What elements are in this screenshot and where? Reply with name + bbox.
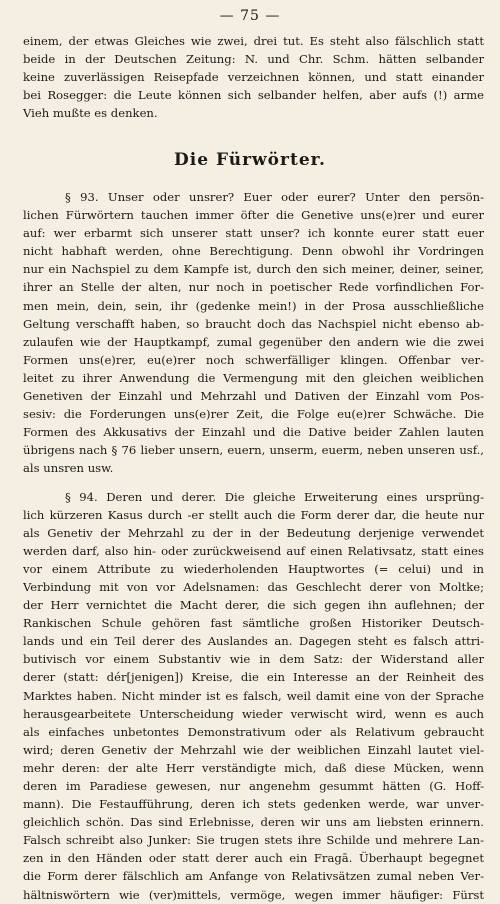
text-line: derer (statt: dér[jenigen]) Kreise, die ein Interesse an der Reinheit des bbox=[23, 670, 484, 685]
text-line: Geltung verschafft haben, so braucht doch das Nachspiel nicht ebenso ab- bbox=[23, 316, 484, 331]
text-line: der Herr vernichtet die Macht derer, die sich gegen ihn auflehnen; der bbox=[23, 598, 484, 613]
text-line: Falsch schreibt also Junker: Sie trugen stets ihre Schilde und mehrere Lan- bbox=[23, 833, 484, 848]
text-line: Formen uns(e)rer, eu(e)rer noch schwerfälliger klingen. Offenbar ver- bbox=[23, 352, 484, 367]
text-line: lich kürzeren Kasus durch -er stellt auch die Form derer dar, die heute nur bbox=[23, 507, 484, 522]
text-line: Genetiven der Einzahl und Mehrzahl und Dativen der Einzahl vom Pos- bbox=[23, 389, 484, 404]
text-line: sesiv: die Forderungen uns(e)rer Zeit, die Folge eu(e)rer Schwäche. Die bbox=[23, 407, 484, 422]
text-line: leitet zu ihrer Anwendung die Vermengung mit den gleichen weiblichen bbox=[23, 370, 484, 385]
text-line: ihrer an Stelle der alten, nur noch in poetischer Rede vorfindlichen For- bbox=[23, 280, 484, 295]
paragraph-94 bbox=[23, 488, 484, 904]
section-title: Die Fürwörter. bbox=[174, 150, 326, 170]
text-line: vor einem Attribute zu wiederholenden Hauptwortes (= celui) und in bbox=[23, 561, 484, 576]
text-line: wird; deren Genetiv der Mehrzahl wie der weiblichen Einzahl lautet viel- bbox=[23, 742, 484, 757]
text-line: als unsren usw. bbox=[23, 461, 114, 476]
text-line: auf: wer erbarmt sich unserer statt unser? ich konnte eurer statt euer bbox=[23, 226, 484, 241]
text-line: men mein, dein, sein, ihr (gedenke mein!) in der Prosa ausschließliche bbox=[23, 298, 484, 313]
text-line: herausgearbeitete Unterscheidung wieder verwischt wird, wenn es auch bbox=[23, 706, 484, 721]
text-line: mann). Die Festaufführung, deren ich stets gedenken werde, war unver- bbox=[23, 797, 484, 812]
page-number: — 75 — bbox=[219, 8, 281, 24]
text-line: nicht habhaft werden, ohne Berechtigung. Denn obwohl ihr Vordringen bbox=[23, 244, 484, 259]
text-line: Vieh mußte es denken. bbox=[23, 106, 158, 121]
text-line: Rankischen Schule gehören fast sämtliche großen Historiker Deutsch- bbox=[23, 616, 484, 631]
text-line: lands und ein Teil derer des Auslandes an. Dagegen steht es falsch attri- bbox=[23, 634, 484, 649]
text-line: zulaufen wie der Hauptkampf, zumal gegenüber den andern wie die zwei bbox=[23, 334, 484, 349]
text-line: bei Rosegger: die Leute können sich selbander helfen, aber aufs (!) arme bbox=[23, 88, 484, 103]
text-line: Marktes haben. Nicht minder ist es falsch, weil damit eine von der Sprache bbox=[23, 688, 484, 703]
text-line: Verbindung mit von vor Adelsnamen: das Geschlecht derer von Moltke; bbox=[23, 579, 484, 594]
text-line: beide in der Deutschen Zeitung: N. und Chr. Schm. hätten selbander bbox=[23, 52, 484, 67]
text-line: zen in den Händen oder statt derer auch ein Fragā. Überhaupt begegnet bbox=[23, 851, 484, 866]
paragraph-93 bbox=[23, 188, 484, 478]
text-line: lichen Fürwörtern tauchen immer öfter die Genetive uns(e)rer und eurer bbox=[23, 208, 484, 223]
text-line: werden darf, also hin- oder zurückweisend auf einen Relativsatz, statt eines bbox=[23, 543, 484, 558]
text-line: gleichlich schön. Das sind Erlebnisse, deren wir uns am liebsten erinnern. bbox=[23, 815, 484, 830]
text-line: übrigens nach § 76 lieber unsern, euern, unserm, euerm, neben unseren usf., bbox=[23, 443, 484, 458]
text-line: einem, der etwas Gleiches wie zwei, drei tut. Es steht also fälschlich statt bbox=[23, 34, 484, 48]
text-line: § 94. Deren und derer. Die gleiche Erweiterung eines ursprüng- bbox=[65, 489, 484, 504]
text-line: keine zuverlässigen Reisepfade verzeichnen können, und statt einander bbox=[23, 70, 484, 85]
text-line: § 93. Unser oder unsrer? Euer oder eurer? Unter den persön- bbox=[65, 190, 484, 204]
text-line: als einfaches unbetontes Demonstrativum oder als Relativum gebraucht bbox=[23, 724, 484, 739]
text-line: Formen des Akkusativs der Einzahl und die Dative beider Zahlen lauten bbox=[23, 425, 484, 440]
text-line: die Form derer fälschlich am Anfange von Relativsätzen zumal neben Ver- bbox=[23, 869, 484, 884]
text-line: als Genetiv der Mehrzahl zu der in der Bedeutung derjenige verwendet bbox=[23, 525, 484, 540]
text-line: nur ein Nachspiel zu dem Kampfe ist, durch den sich meiner, deiner, seiner, bbox=[23, 262, 484, 277]
intro-paragraph bbox=[23, 32, 484, 122]
text-line: butivisch vor einem Substantiv wie in dem Satz: der Widerstand aller bbox=[23, 652, 484, 667]
text-line: mehr deren: der alte Herr verständigte mich, daß diese Mücken, wenn bbox=[23, 760, 484, 775]
section-body bbox=[23, 188, 484, 904]
text-line: deren im Paradiese gewesen, nur angenehm gesummt hätten (G. Hoff- bbox=[23, 779, 484, 793]
text-line: hältniswörtern wie (ver)mittels, vermöge, wegen immer häufiger: Fürst bbox=[23, 887, 484, 902]
